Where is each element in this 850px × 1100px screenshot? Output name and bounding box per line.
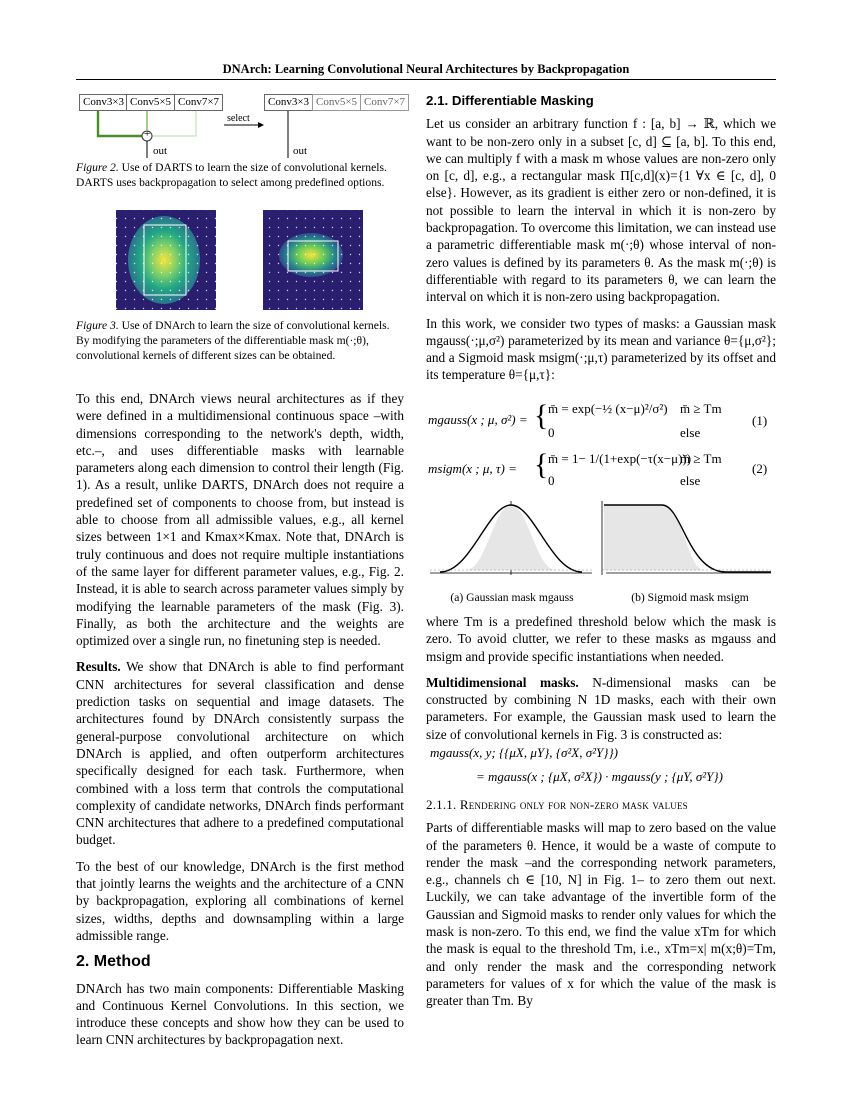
multidimensional-body: N-dimensional masks can be constructed by combining N 1D masks, each with their own parameters. For example, the Gaussian mask used to learn the size of convolutional kernels in Fig. 3 is constructed as: (426, 674, 776, 742)
results-paragraph (76, 658, 404, 848)
figure-3-heatmaps (76, 205, 416, 313)
eq1-lhs: mgauss(x ; μ, σ²) = (428, 412, 528, 427)
right-body-top (426, 92, 776, 393)
eq1-number: (1) (752, 413, 768, 428)
plus-label: + (144, 128, 151, 140)
right-kernel-3x3: Conv3×3 (264, 94, 313, 111)
plot-a-caption: (a) Gaussian mask mgauss (450, 591, 574, 604)
multidimensional-paragraph (426, 674, 776, 743)
heatmap-large-kernel (116, 210, 216, 310)
differentiable-masking-heading: 2.1. Differentiable Masking (426, 93, 594, 108)
rendering-paragraph: Parts of differentiable masks will map to zero based on the value of the parameters θ. Hence, it would be a waste of compute to render the mask –and the corresponding network parameters, e.g., channels ch ∈ [10, N] in Fig. 1– to zero them out next. Luckily, we can take advantage of the invertible form of the Gaussian and Sigmoid masks to render only values for which the mask is non-zero. To this end, we find the value xTm for which the mask is equal to the threshold Tm, i.e., xTm=x| m(x;θ)=Tm, and only render the mask and the corresponding network parameters for values of x for which the value of the mask is greater than Tm. By (426, 820, 776, 1009)
heatmap-small-kernel (263, 210, 363, 310)
eq1-cond2: else (680, 425, 701, 440)
figure-2-caption-text: Use of DARTS to learn the size of convolutional kernels. DARTS uses backpropagation to select among predefined options. (76, 161, 387, 189)
right-body-bottom (426, 796, 776, 1019)
eq1-case1: m̄ = exp(−½ (x−μ)²/σ²) (548, 401, 668, 416)
eq2-cond1: m̄ ≥ Tm (680, 451, 722, 466)
intro-paragraph: To this end, DNArch views neural architectures as if they were defined in a multidimensional continuous space –with dimensions corresponding to the network's depth, width, etc.–, and uses differentiable masks with learnable parameters along each dimension to control their length (Fig. 1). As a result, unlike DARTS, DNArch does not require a predefined set of components to choose from, but instead is able to choose from all admissible values, e.g., all kernel sizes between 1×1 and Kmax×Kmax. Note that, DNArch is truly continuous and does not require multiple instantiations of the same layer for different parameter values, e.g., Fig. 2. Instead, it is able to search across parameter values simply by modifying the learnable parameters of the mask (Fig. 3). Finally, as both the architecture and the weights are optimized over a single run, no finetuning step is needed. (76, 391, 404, 649)
right-body-middle (426, 613, 776, 752)
gaussian-mask-plot (430, 501, 592, 575)
results-body: We show that DNArch is able to find performant CNN architectures for several classification and dense prediction tasks on sequential and image datasets. The architectures found by DNArch consistently surpass the general-purpose convolutional architecture on which DNArch is applied, and often outperform architectures specifically designed for each task. Furthermore, when combined with a loss term that controls the computational complexity of candidate networks, DNArch finds performant CNN architectures that adhere to a predefined computational budget. (76, 659, 404, 848)
header-rule (76, 79, 776, 80)
select-arrowhead (258, 122, 264, 128)
eq1-cond1: m̄ ≥ Tm (680, 401, 722, 416)
mask-plots (426, 495, 778, 587)
eq2-number: (2) (752, 461, 768, 476)
masking-paragraph-1: Let us consider an arbitrary function f : [a, b] → ℝ, which we want to be non-zero only in a subset [c, d] ⊆ [a, b]. To this end, we can multiply f with a mask m whose values are non-zero only on [c, d], e.g., a rectangular mask Π[c,d](x)={1 ∀x ∈ [c, d], 0 else}. However, as its gradient is either zero or non-defined, it is not possible to learn the interval in which it is non-zero by backpropagation. To overcome this limitation, we can instead use a parametric differentiable mask m(·;θ) whose interval of non-zero values is defined by its parameters θ. As the mask m(·;θ) is differentiable with regard to its parameters θ, we can learn the interval on which it is non-zero using backpropagation. (426, 116, 776, 305)
eq2-case2: 0 (548, 473, 555, 488)
rendering-heading: 2.1.1. Rendering only for non-zero mask values (426, 797, 688, 812)
figure-2-caption (76, 160, 404, 190)
eq1-case2: 0 (548, 425, 555, 440)
right-kernel-7x7: Conv7×7 (360, 94, 409, 111)
right-kernel-5x5: Conv5×5 (312, 94, 361, 111)
plot-b-caption: (b) Sigmoid mask msigm (631, 591, 749, 604)
left-kernel-7x7: Conv7×7 (174, 94, 223, 111)
left-kernel-5x5: Conv5×5 (126, 94, 175, 111)
method-heading: 2. Method (76, 953, 151, 971)
figure-3-caption-label: Figure 3. (76, 319, 119, 332)
results-heading: Results. (76, 659, 121, 675)
sigmoid-mask-plot (602, 501, 771, 575)
select-label: select (227, 113, 250, 124)
selected-path-arrow (98, 109, 142, 136)
method-paragraph: DNArch has two main components: Differentiable Masking and Continuous Kernel Convolutions. In this section, we introduce these concepts and show how they can be used to learn CNN architectures by backpropagation next. (76, 980, 404, 1048)
figure-2-caption-label: Figure 2. (76, 161, 119, 174)
left-body (76, 390, 404, 1058)
running-title: DNArch: Learning Convolutional Neural Architectures by Backpropagation (222, 62, 630, 76)
figure-3-caption-text: Use of DNArch to learn the size of convolutional kernels. By modifying the parameters of the differentiable mask m(·;θ), convolutional kernels of different sizes can be obtained. (76, 319, 390, 362)
multidimensional-heading: Multidimensional masks. (426, 674, 579, 690)
eq2-cond2: else (680, 473, 701, 488)
out-label-left: out (153, 145, 168, 157)
threshold-paragraph: where Tm is a predefined threshold below which the mask is zero. To avoid clutter, we refer to these masks as mgauss and msigm and provide specific instantiations when needed. (426, 614, 776, 664)
masking-paragraph-2: In this work, we consider two types of masks: a Gaussian mask mgauss(·;μ,σ²) parameterized by its mean and variance θ={μ,σ²}; and a Sigmoid mask msigm(·;μ,τ) parameterized by its offset and its temperature θ={μ,τ}: (426, 315, 776, 383)
eq3-line1: mgauss(x, y; {{μX, μY}, {σ²X, σ²Y}}) (430, 745, 618, 760)
contribution-paragraph: To the best of our knowledge, DNArch is the first method that jointly learns the weights and the architecture of a CNN by backpropagation, exploring all combinations of kernel sizes, widths, depths and downsampling within a large admissible range. (76, 858, 404, 943)
out-label-right: out (293, 145, 308, 157)
weak-path-line (152, 109, 196, 136)
eq2-lhs: msigm(x ; μ, τ) = (428, 461, 517, 476)
left-kernel-3x3: Conv3×3 (79, 94, 128, 111)
figure-3-caption (76, 318, 404, 363)
eq1-brace: { (534, 399, 549, 432)
eq3-line2: = mgauss(x ; {μX, σ²X}) · mgauss(y ; {μY, σ²Y}) (476, 769, 723, 784)
eq2-case1: m̄ = 1− 1/(1+exp(−τ(x−μ))) (548, 451, 692, 466)
eq2-brace: { (534, 448, 549, 481)
